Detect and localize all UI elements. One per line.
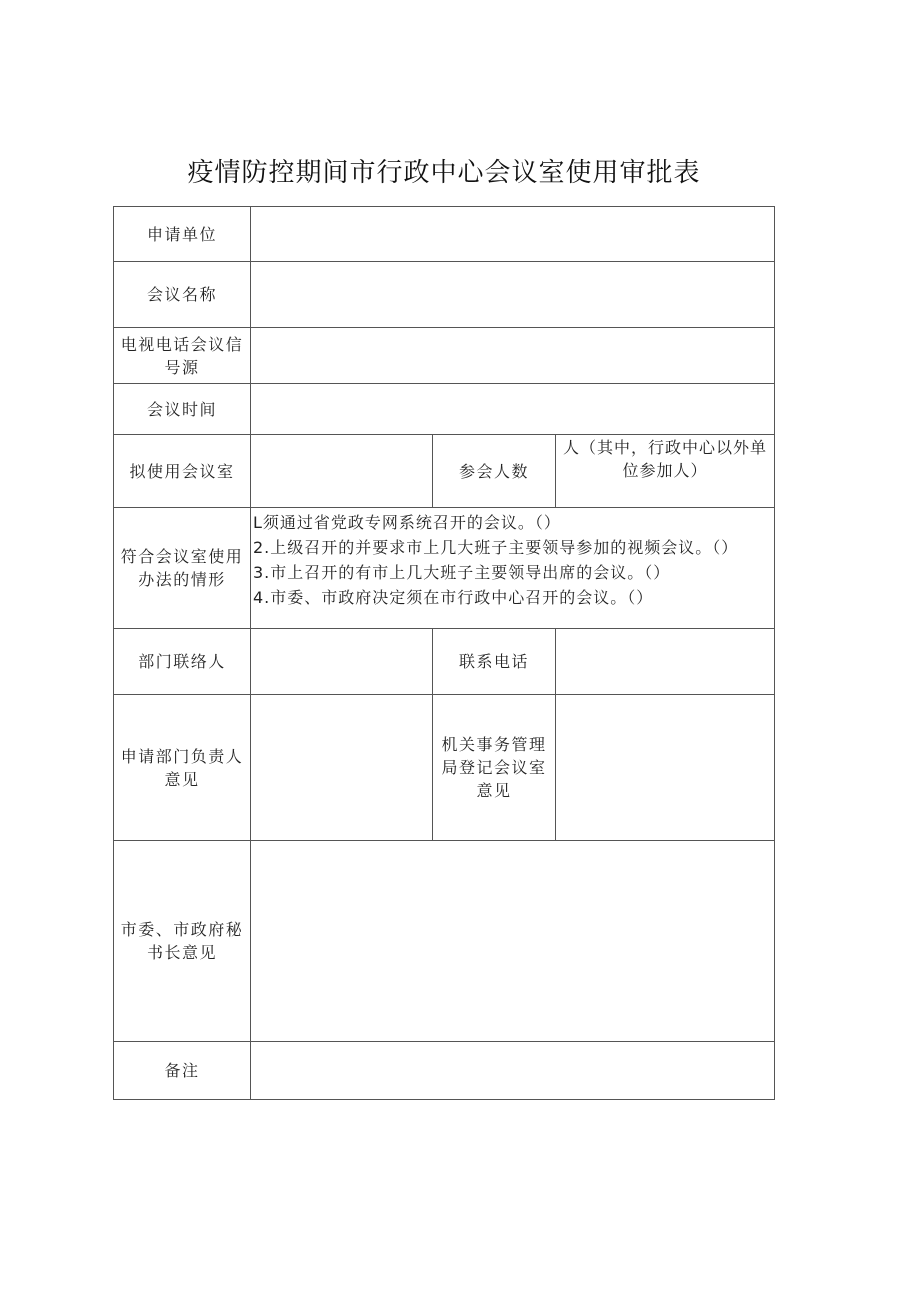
video-source-field[interactable] — [251, 328, 775, 384]
row-conditions — [114, 508, 775, 629]
row-meeting-time — [114, 384, 775, 435]
contact-phone-field[interactable] — [556, 629, 775, 695]
meeting-name-field[interactable] — [251, 262, 775, 328]
dept-head-opinion-field[interactable] — [251, 695, 433, 841]
condition-item[interactable]: 4.市委、市政府决定须在市行政中心召开的会议。（） — [253, 588, 654, 607]
remarks-field[interactable] — [251, 1042, 775, 1100]
row-contact — [114, 629, 775, 695]
applicant-unit-field[interactable] — [251, 207, 775, 262]
condition-item[interactable]: 3.市上召开的有市上几大班子主要领导出席的会议。（） — [253, 563, 671, 582]
meeting-time-label: 会议时间 — [114, 384, 251, 435]
video-source-label: 电视电话会议信号源 — [114, 328, 251, 384]
row-secretary-general — [114, 841, 775, 1042]
attendees-label: 参会人数 — [433, 435, 556, 508]
room-label: 拟使用会议室 — [114, 435, 251, 508]
remarks-label: 备注 — [114, 1042, 251, 1100]
contact-phone-label: 联系电话 — [433, 629, 556, 695]
meeting-name-label: 会议名称 — [114, 262, 251, 328]
contact-person-field[interactable] — [251, 629, 433, 695]
row-meeting-name — [114, 262, 775, 328]
admin-bureau-opinion-label: 机关事务管理局登记会议室意见 — [433, 695, 556, 841]
row-applicant-unit — [114, 207, 775, 262]
attendees-note[interactable]: 人（其中，行政中心以外单位参加人） — [556, 435, 775, 508]
conditions-list — [251, 508, 775, 629]
meeting-time-field[interactable] — [251, 384, 775, 435]
room-field[interactable] — [251, 435, 433, 508]
conditions-label: 符合会议室使用办法的情形 — [114, 508, 251, 629]
condition-item[interactable]: L须通过省党政专网系统召开的会议。（） — [253, 513, 561, 532]
secretary-general-opinion-label: 市委、市政府秘书长意见 — [114, 841, 251, 1042]
row-video-source — [114, 328, 775, 384]
admin-bureau-opinion-field[interactable] — [556, 695, 775, 841]
row-opinions — [114, 695, 775, 841]
condition-item[interactable]: 2.上级召开的并要求市上几大班子主要领导参加的视频会议。（） — [253, 538, 739, 557]
row-remarks — [114, 1042, 775, 1100]
page-title: 疫情防控期间市行政中心会议室使用审批表 — [187, 158, 701, 188]
applicant-unit-label: 申请单位 — [114, 207, 251, 262]
approval-form-table — [113, 206, 775, 1100]
secretary-general-opinion-field[interactable] — [251, 841, 775, 1042]
contact-person-label: 部门联络人 — [114, 629, 251, 695]
dept-head-opinion-label: 申请部门负责人意见 — [114, 695, 251, 841]
row-room-attendees — [114, 435, 775, 508]
